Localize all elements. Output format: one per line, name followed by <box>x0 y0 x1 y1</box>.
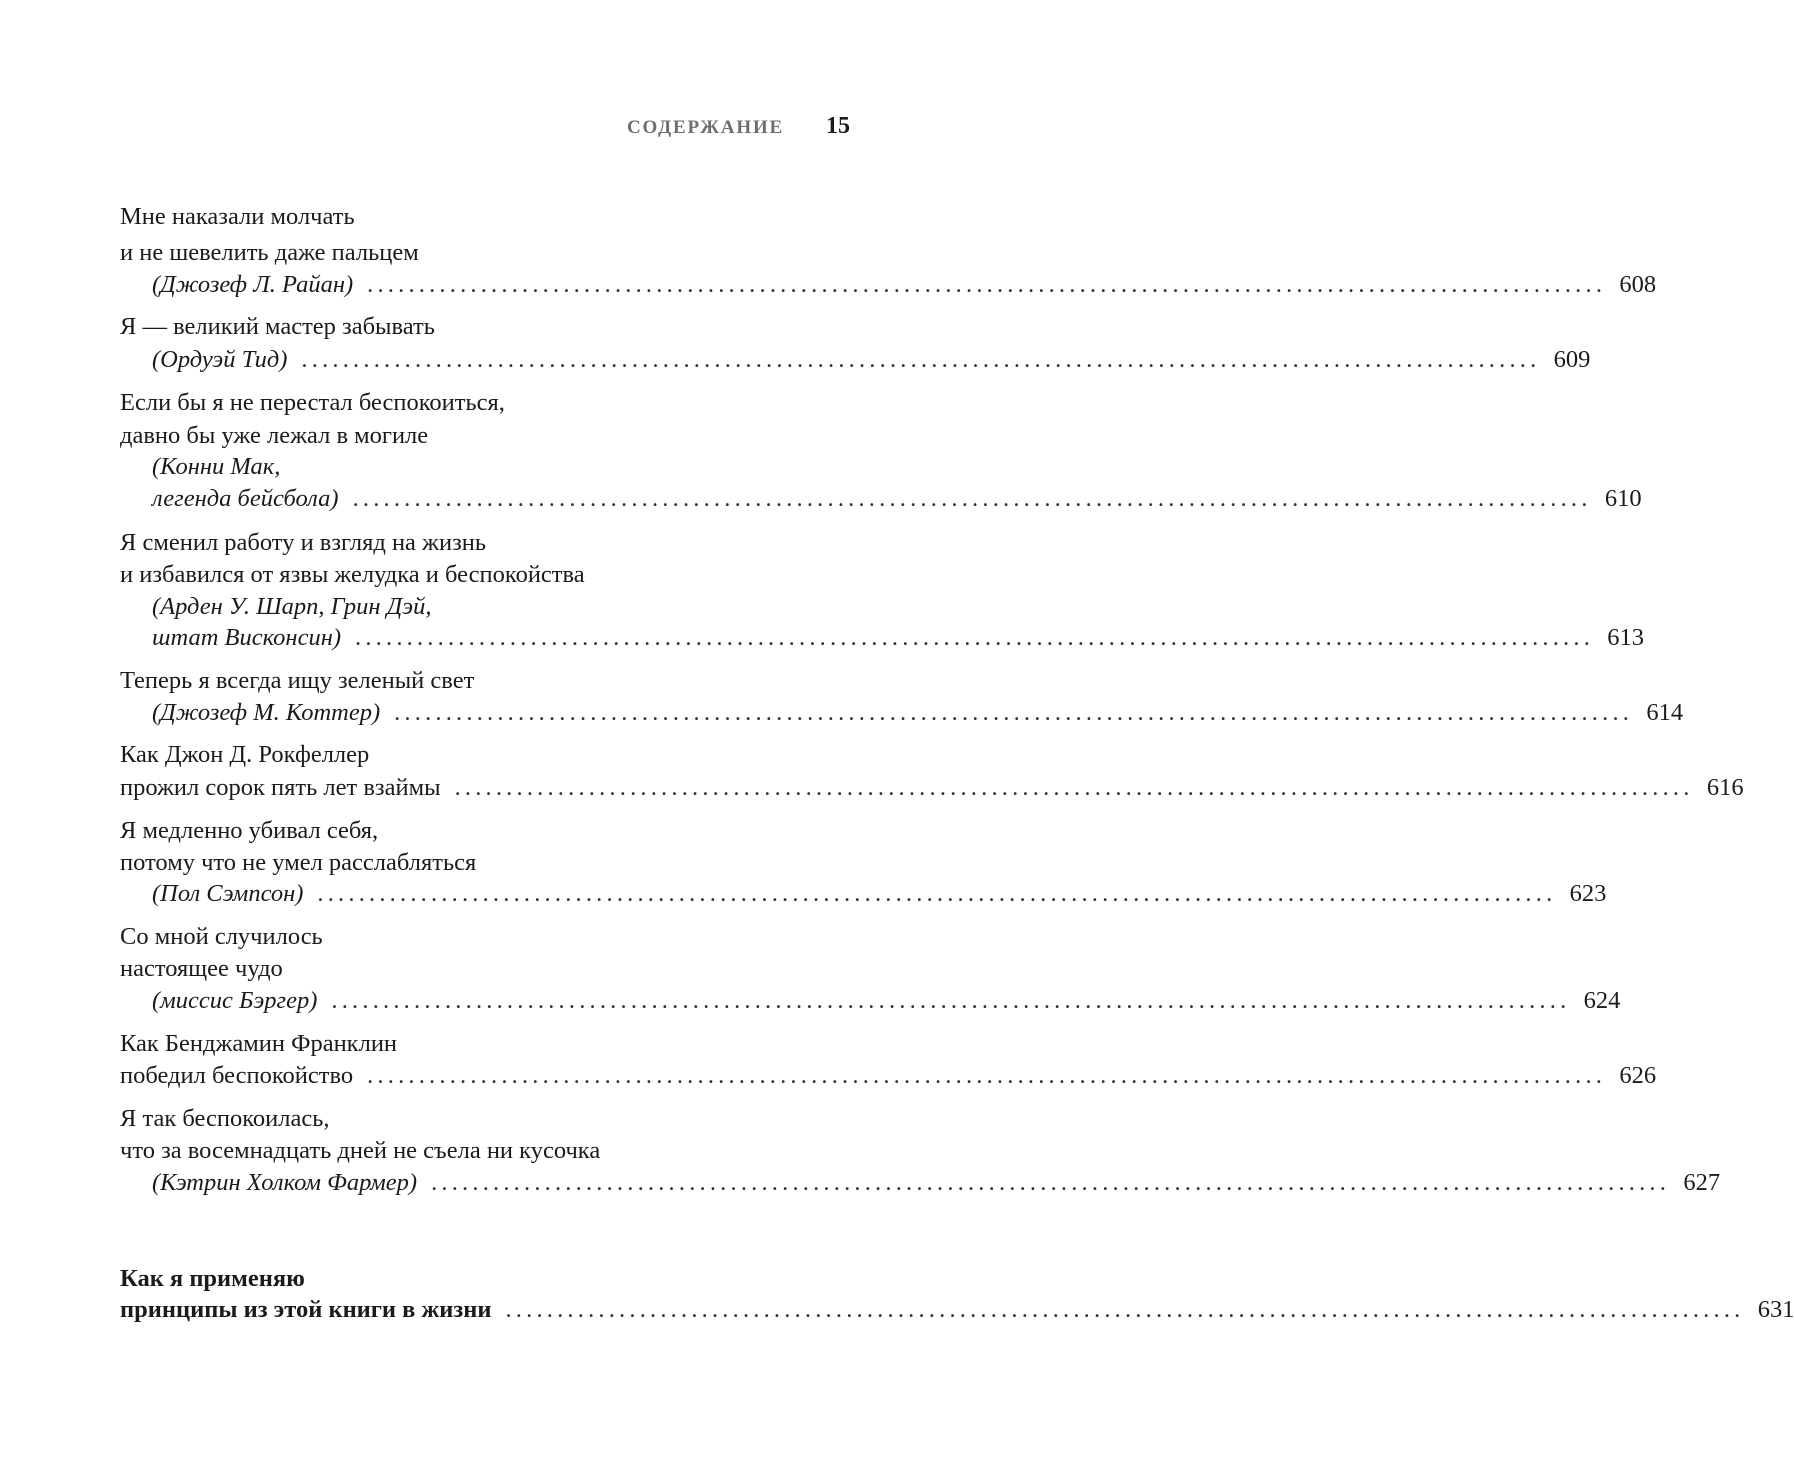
toc-entry-title: победил беспокойство <box>120 1062 354 1089</box>
toc-entry-title: Со мной случилось <box>120 923 323 950</box>
toc-page-number: 609 <box>1553 346 1591 373</box>
page-number: 15 <box>826 113 850 139</box>
toc-section-title: Как я применяю <box>120 1265 305 1292</box>
toc-entry-leader-row[interactable] <box>120 771 1744 805</box>
toc-section-title: принципы из этой книги в жизни <box>120 1296 492 1323</box>
toc-entry-leader-row[interactable] <box>152 482 1642 516</box>
toc-entry-leader-row[interactable] <box>152 343 1591 377</box>
toc-page-number: 616 <box>1706 774 1744 801</box>
toc-entry-leader-row[interactable] <box>152 984 1621 1018</box>
toc-page-number: 614 <box>1646 699 1684 726</box>
toc-entry-author: (Ордуэй Тид) <box>152 346 288 373</box>
toc-page-number: 610 <box>1604 485 1642 512</box>
toc-entry-title: потому что не умел расслабляться <box>120 849 477 876</box>
toc-page-number: 613 <box>1607 624 1645 651</box>
dot-leader: ........................................................................................................................ <box>367 1062 1607 1089</box>
toc-page-number: 627 <box>1683 1169 1721 1196</box>
toc-entry-title: и избавился от язвы желудка и беспокойства <box>120 561 585 588</box>
toc-entry-title: Я так беспокоилась, <box>120 1105 330 1132</box>
toc-entry-title: Если бы я не перестал беспокоиться, <box>120 389 505 416</box>
toc-entry-title: давно бы уже лежал в могиле <box>120 422 429 449</box>
toc-entry-leader-row[interactable] <box>152 877 1607 911</box>
toc-entry-author: штат Висконсин) <box>152 624 342 651</box>
toc-entry-title: прожил сорок пять лет взаймы <box>120 774 441 801</box>
toc-entry-leader-row[interactable] <box>120 1293 1794 1327</box>
dot-leader: ........................................................................................................................ <box>352 485 1592 512</box>
dot-leader: ........................................................................................................................ <box>317 880 1557 907</box>
toc-entry-leader-row[interactable] <box>120 1059 1657 1093</box>
toc-entry-title: Теперь я всегда ищу зеленый свет <box>120 667 475 694</box>
toc-entry-author: (Кэтрин Холком Фармер) <box>152 1169 418 1196</box>
toc-entry-author: (Джозеф М. Коттер) <box>152 699 381 726</box>
toc-page-number: 608 <box>1619 271 1657 298</box>
toc-entry-author: (миссис Бэргер) <box>152 987 318 1014</box>
toc-entry-title: Я медленно убивал себя, <box>120 817 379 844</box>
dot-leader: ........................................................................................................................ <box>431 1169 1671 1196</box>
toc-entry-author: (Пол Сэмпсон) <box>152 880 304 907</box>
toc-entry-title: что за восемнадцать дней не съела ни кусочка <box>120 1137 601 1164</box>
running-header-title: СОДЕРЖАНИЕ <box>627 117 784 138</box>
dot-leader: ........................................................................................................................ <box>301 346 1541 373</box>
dot-leader: ........................................................................................................................ <box>331 987 1571 1014</box>
toc-entry-author: (Арден У. Шарп, Грин Дэй, <box>152 593 432 620</box>
toc-page-number: 626 <box>1619 1062 1657 1089</box>
dot-leader: ........................................................................................................................ <box>394 699 1634 726</box>
toc-entry-author: (Джозеф Л. Райан) <box>152 271 354 298</box>
toc-entry-author: (Конни Мак, <box>152 453 281 480</box>
toc-entry-title: настоящее чудо <box>120 955 283 982</box>
toc-entry-title: и не шевелить даже пальцем <box>120 239 419 266</box>
toc-entry-leader-row[interactable] <box>152 268 1657 302</box>
running-header <box>627 113 850 140</box>
toc-entry-title: Я — великий мастер забывать <box>120 313 435 340</box>
dot-leader: ........................................................................................................................ <box>454 774 1694 801</box>
toc-entry-title: Как Бенджамин Франклин <box>120 1030 398 1057</box>
toc-entry-leader-row[interactable] <box>152 621 1645 655</box>
toc-entry-title: Как Джон Д. Рокфеллер <box>120 741 370 768</box>
toc-page-number: 623 <box>1569 880 1607 907</box>
toc-page-number: 624 <box>1583 987 1621 1014</box>
toc-page-number: 631 <box>1757 1296 1794 1323</box>
toc-entry-title: Я сменил работу и взгляд на жизнь <box>120 529 487 556</box>
toc-entry-leader-row[interactable] <box>152 696 1684 730</box>
toc-entry-title: Мне наказали молчать <box>120 203 355 230</box>
toc-entry-leader-row[interactable] <box>152 1166 1721 1200</box>
toc-entry-author: легенда бейсбола) <box>152 485 339 512</box>
dot-leader: ........................................................................................................................ <box>505 1296 1745 1323</box>
dot-leader: ........................................................................................................................ <box>355 624 1595 651</box>
dot-leader: ........................................................................................................................ <box>367 271 1607 298</box>
